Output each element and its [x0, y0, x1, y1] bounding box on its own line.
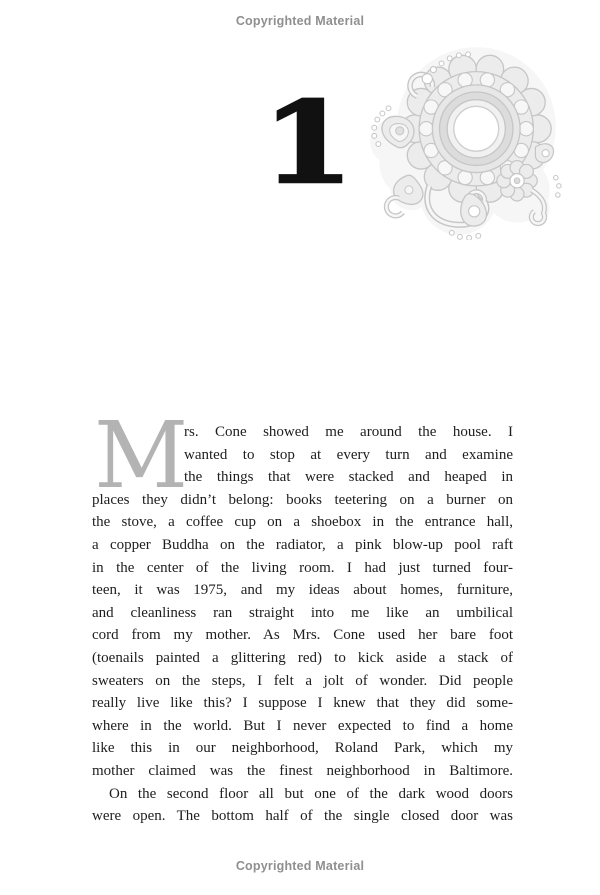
- text-line: were open. The bottom half of the single closed door was: [92, 808, 513, 825]
- text-line: the things that were stacked and heaped in: [184, 469, 513, 486]
- bead-dots-right: [554, 175, 562, 197]
- text-line: wanted to stop at every turn and examine: [184, 446, 513, 463]
- chapter-body: [92, 402, 513, 828]
- chapter-number: 1: [262, 78, 354, 209]
- text-line: a copper Buddha on the radiator, a pink blow-up pool raft: [92, 536, 513, 553]
- text-line: places they didn’t belong: books teetering on a burner on: [92, 491, 513, 508]
- copyright-notice-top: Copyrighted Material: [235, 14, 365, 28]
- text-line: like this in our neighborhood, Roland Park, which my: [92, 740, 513, 757]
- text-line: and cleanliness ran straight into me like an umbilical: [92, 604, 513, 621]
- text-line: teen, it was 1975, and my ideas about homes, furniture,: [92, 582, 513, 599]
- text-line: mother claimed was the finest neighborhood in Baltimore.: [92, 762, 513, 779]
- drop-cap: M: [94, 402, 189, 509]
- text-line: (toenails painted a glittering red) to kick aside a stack of: [92, 649, 513, 666]
- paisley-flower-ornament-icon: [362, 44, 566, 240]
- text-line: where in the world. But I never expected to find a home: [92, 717, 513, 734]
- text-line: cord from my mother. As Mrs. Cone used her bare foot: [92, 627, 513, 644]
- text-line: the stove, a coffee cup on a shoebox in the entrance hall,: [92, 514, 513, 531]
- text-line: really live like this? I suppose I knew that they did some-: [92, 695, 513, 712]
- text-line: sweaters on the steps, I felt a jolt of wonder. Did people: [92, 672, 513, 689]
- text-line: On the second floor all but one of the dark wood doors: [109, 785, 513, 802]
- text-line: in the center of the living room. I had just turned four-: [92, 559, 513, 576]
- copyright-notice-bottom: Copyrighted Material: [235, 859, 365, 873]
- text-line: rs. Cone showed me around the house. I: [184, 424, 513, 440]
